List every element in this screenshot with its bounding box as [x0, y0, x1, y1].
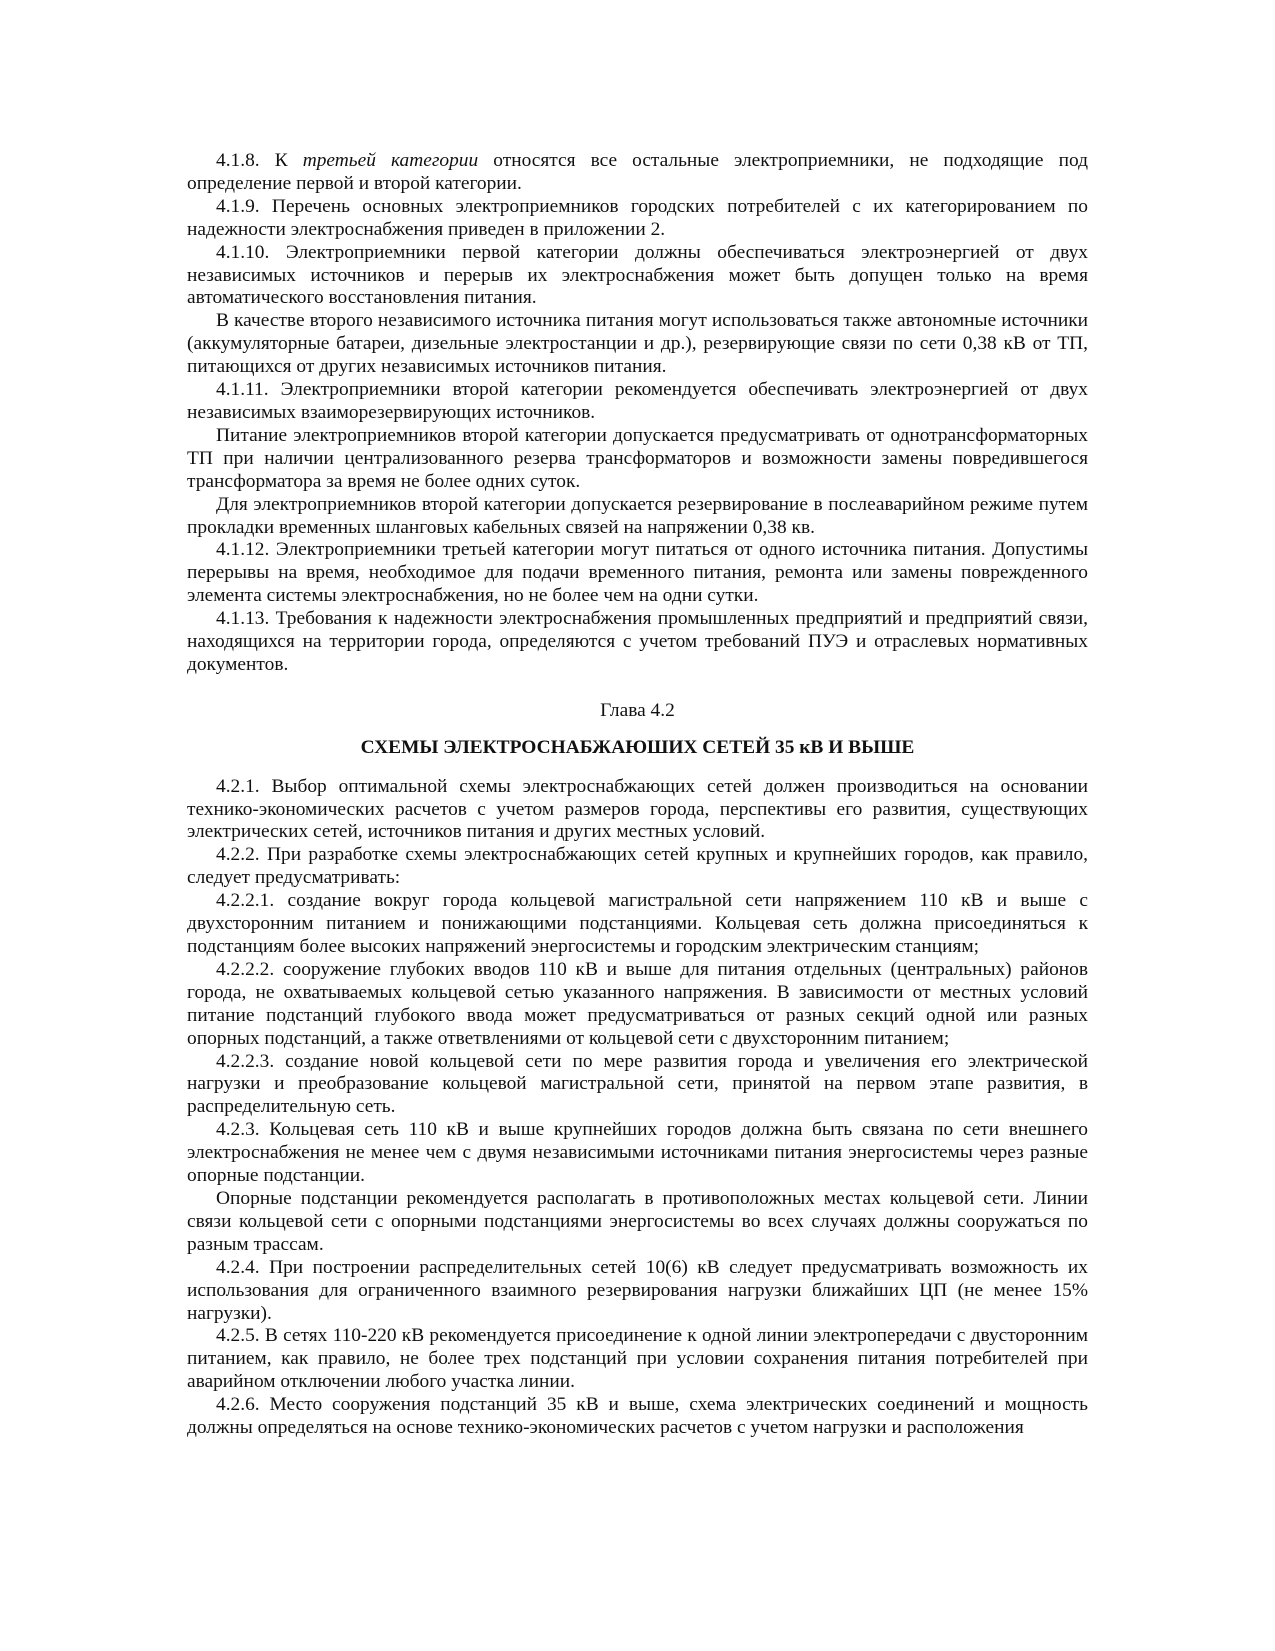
paragraph-4-1-10: 4.1.10. Электроприемники первой категории должны обеспечиваться электроэнергией от двух независимых источников и перерыв их электроснабжения может быть допущен только на время автоматического восстановления питания. [187, 241, 1088, 309]
paragraph-4-2-3-substations: Опорные подстанции рекомендуется располагать в противоположных местах кольцевой сети. Линии связи кольцевой сети с опорными подстанциями энергосистемы во всех случаях должны сооружаться по разным трассам. [187, 1187, 1088, 1255]
document-page [187, 150, 1088, 1440]
paragraph-4-1-8 [187, 150, 1088, 196]
paragraph-4-2-6: 4.2.6. Место сооружения подстанций 35 кВ и выше, схема электрических соединений и мощность должны определяться на основе технико-экономических расчетов с учетом нагрузки и расположения [187, 1394, 1088, 1439]
paragraph-4-2-3: 4.2.3. Кольцевая сеть 110 кВ и выше крупнейших городов должна быть связана по сети внешнего электроснабжения не менее чем с двумя независимыми источниками питания энергосистемы через разные опорные подстанции. [187, 1119, 1088, 1187]
paragraph-4-2-2: 4.2.2. При разработке схемы электроснабжающих сетей крупных и крупнейших городов, как правило, следует предусматривать: [187, 844, 1088, 889]
paragraph-4-2-2-1: 4.2.2.1. создание вокруг города кольцевой магистральной сети напряжением 110 кВ и выше с двухсторонним питанием и понижающими подстанциями. Кольцевая сеть должна присоединяться к подстанциям более высоких напряжений энергосистемы и городским электрическим станциям; [187, 890, 1088, 957]
paragraph-number: 4.1.8. К [216, 150, 288, 171]
paragraph-4-1-11-reserve: Для электроприемников второй категории допускается резервирование в послеаварийном режиме путем прокладки временных шланговых кабельных связей на напряжении 0,38 кв. [187, 493, 1088, 538]
paragraph-4-2-2-2: 4.2.2.2. сооружение глубоких вводов 110 кВ и выше для питания отдельных (центральных) районов города, не охватываемых кольцевой сетью указанного напряжения. В зависимости от местных условий питание подстанций глубокого ввода может предусматриваться от разных секций одной или разных опорных подстанций, а также ответвлениями от кольцевой сети с двухсторонним питанием; [187, 958, 1088, 1049]
paragraph-4-2-4: 4.2.4. При построении распределительных сетей 10(6) кВ следует предусматривать возможность их использования для ограниченного взаимного резервирования нагрузки ближайших ЦП (не менее 15% нагрузки). [187, 1256, 1088, 1324]
paragraph-4-1-11: 4.1.11. Электроприемники второй категории рекомендуется обеспечивать электроэнергией от двух независимых взаиморезервирующих источников. [187, 379, 1088, 423]
paragraph-4-1-9: 4.1.9. Перечень основных электроприемников городских потребителей с их категорированием по надежности электроснабжения приведен в приложении 2. [187, 195, 1088, 240]
paragraph-4-2-2-3: 4.2.2.3. создание новой кольцевой сети по мере развития города и увеличения его электрической нагрузки и преобразование кольцевой магистральной сети, принятой на первом этапе развития, в распределительную сеть. [187, 1050, 1088, 1118]
paragraph-4-1-11-supply: Питание электроприемников второй категории допускается предусматривать от однотрансформаторных ТП при наличии централизованного резерва трансформаторов и возможности замены повредившегося трансформатора за время не более одних суток. [187, 424, 1088, 492]
paragraph-text: относятся все остальные электроприемники, не подходящие под определение первой и второй категории. [187, 150, 1088, 194]
paragraph-4-2-5: 4.2.5. В сетях 110-220 кВ рекомендуется присоединение к одной линии электропередачи с двусторонним питанием, как правило, не более трех подстанций при условии сохранения питания потребителей при аварийном отключении любого участка линии. [187, 1325, 1088, 1393]
paragraph-4-1-13: 4.1.13. Требования к надежности электроснабжения промышленных предприятий и предприятий связи, находящихся на территории города, определяются с учетом требований ПУЭ и отраслевых нормативных документов. [187, 608, 1088, 675]
paragraph-4-1-10-second-source: В качестве второго независимого источника питания могут использоваться также автономные источники (аккумуляторные батареи, дизельные электростанции и др.), резервирующие связи по сети 0,38 кВ от ТП, питающихся от других независимых источников питания. [187, 310, 1088, 378]
chapter-label: Глава 4.2 [600, 699, 675, 721]
emphasis-term: третьей категории [302, 150, 479, 171]
paragraph-4-1-12: 4.1.12. Электроприемники третьей категории могут питаться от одного источника питания. Допустимы перерывы на время, необходимое для подачи временного питания, ремонта или замены поврежденного элемента системы электроснабжения, но не более чем на одни сутки. [187, 539, 1088, 607]
paragraph-4-2-1: 4.2.1. Выбор оптимальной схемы электроснабжающих сетей должен производиться на основании технико-экономических расчетов с учетом размеров города, перспективы его развития, существующих электрических сетей, источников питания и других местных условий. [187, 775, 1088, 843]
chapter-title: СХЕМЫ ЭЛЕКТРОСНАБЖАЮШИХ СЕТЕЙ 35 кВ И ВЫШЕ [360, 736, 915, 758]
